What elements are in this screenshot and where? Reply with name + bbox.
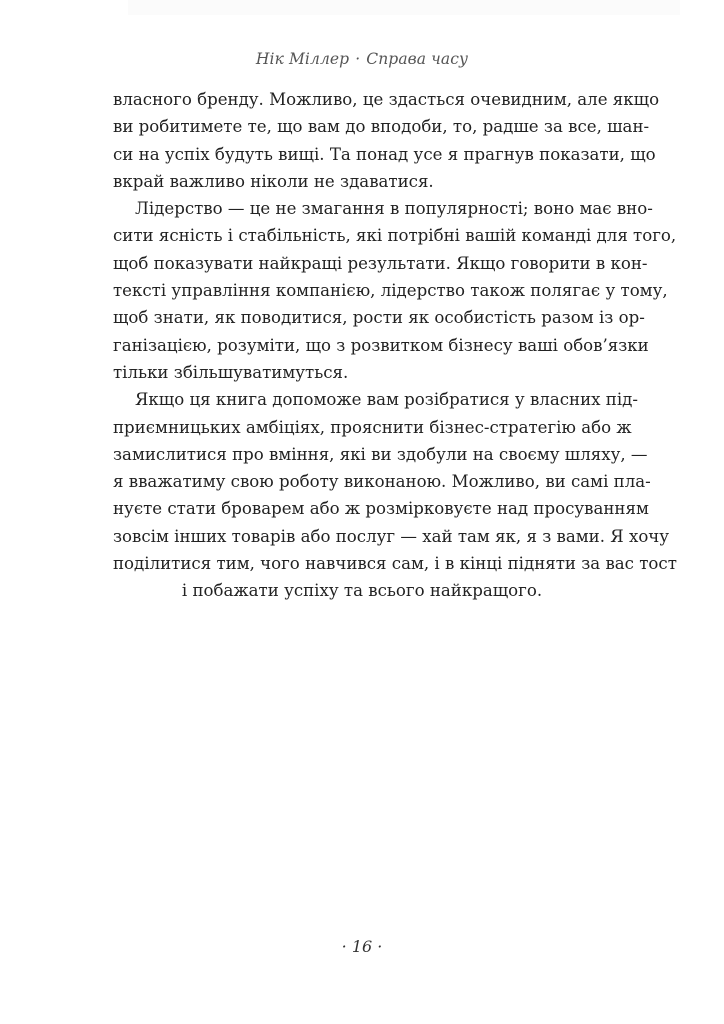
running-header [0,50,724,68]
header-separator: · [355,50,361,68]
page-number: · 16 · [341,937,383,956]
text-line: я вважатиму свою роботу виконаною. Можливо, ви самі пла- [113,472,651,492]
text-line: замислитися про вміння, які ви здобули на своєму шляху, — [113,444,648,464]
paragraph-1 [113,86,660,195]
header-book-title: Справа часу [366,50,469,68]
text-line: си на успіх будуть вищі. Та понад усе я прагнув показати, що [113,144,656,164]
text-line: Лідерство — це не змагання в популярності; воно має вно- [135,199,653,219]
text-line: приємницьких амбіціях, прояснити бізнес-стратегію або ж [113,417,632,437]
text-line: тексті управління компанією, лідерство також полягає у тому, [113,281,668,301]
text-line: щоб знати, як поводитися, рости як особистість разом із ор- [113,308,645,328]
text-line: сити ясність і стабільність, які потрібні вашій команді для того, [113,226,677,246]
text-line: ви робитимете те, що вам до вподоби, то, радше за все, шан- [113,117,650,137]
text-line: Якщо ця книга допоможе вам розібратися у власних під- [135,390,638,410]
text-line: поділитися тим, чого навчився сам, і в кінці підняти за вас тост [113,554,677,574]
text-line: власного бренду. Можливо, це здасться очевидним, але якщо [113,90,660,109]
text-line: ганізацією, розуміти, що з розвитком бізнесу ваші обов’язки [113,335,649,355]
text-line: тільки збільшуватимуться. [113,362,349,382]
text-line: і побажати успіху та всього найкращого. [181,581,543,601]
page-body [113,86,677,605]
text-line: щоб показувати найкращі результати. Якщо говорити в кон- [113,253,648,273]
scan-top-band [128,0,680,15]
text-line: вкрай важливо ніколи не здаватися. [113,171,434,191]
paragraph-2 [113,195,677,386]
text-line: зовсім інших товарів або послуг — хай там як, я з вами. Я хочу [113,526,670,546]
header-author: Нік Міллер [255,50,350,68]
text-line: нуєте стати броварем або ж розмірковуєте над просуванням [113,499,649,519]
paragraph-3 [113,386,677,604]
